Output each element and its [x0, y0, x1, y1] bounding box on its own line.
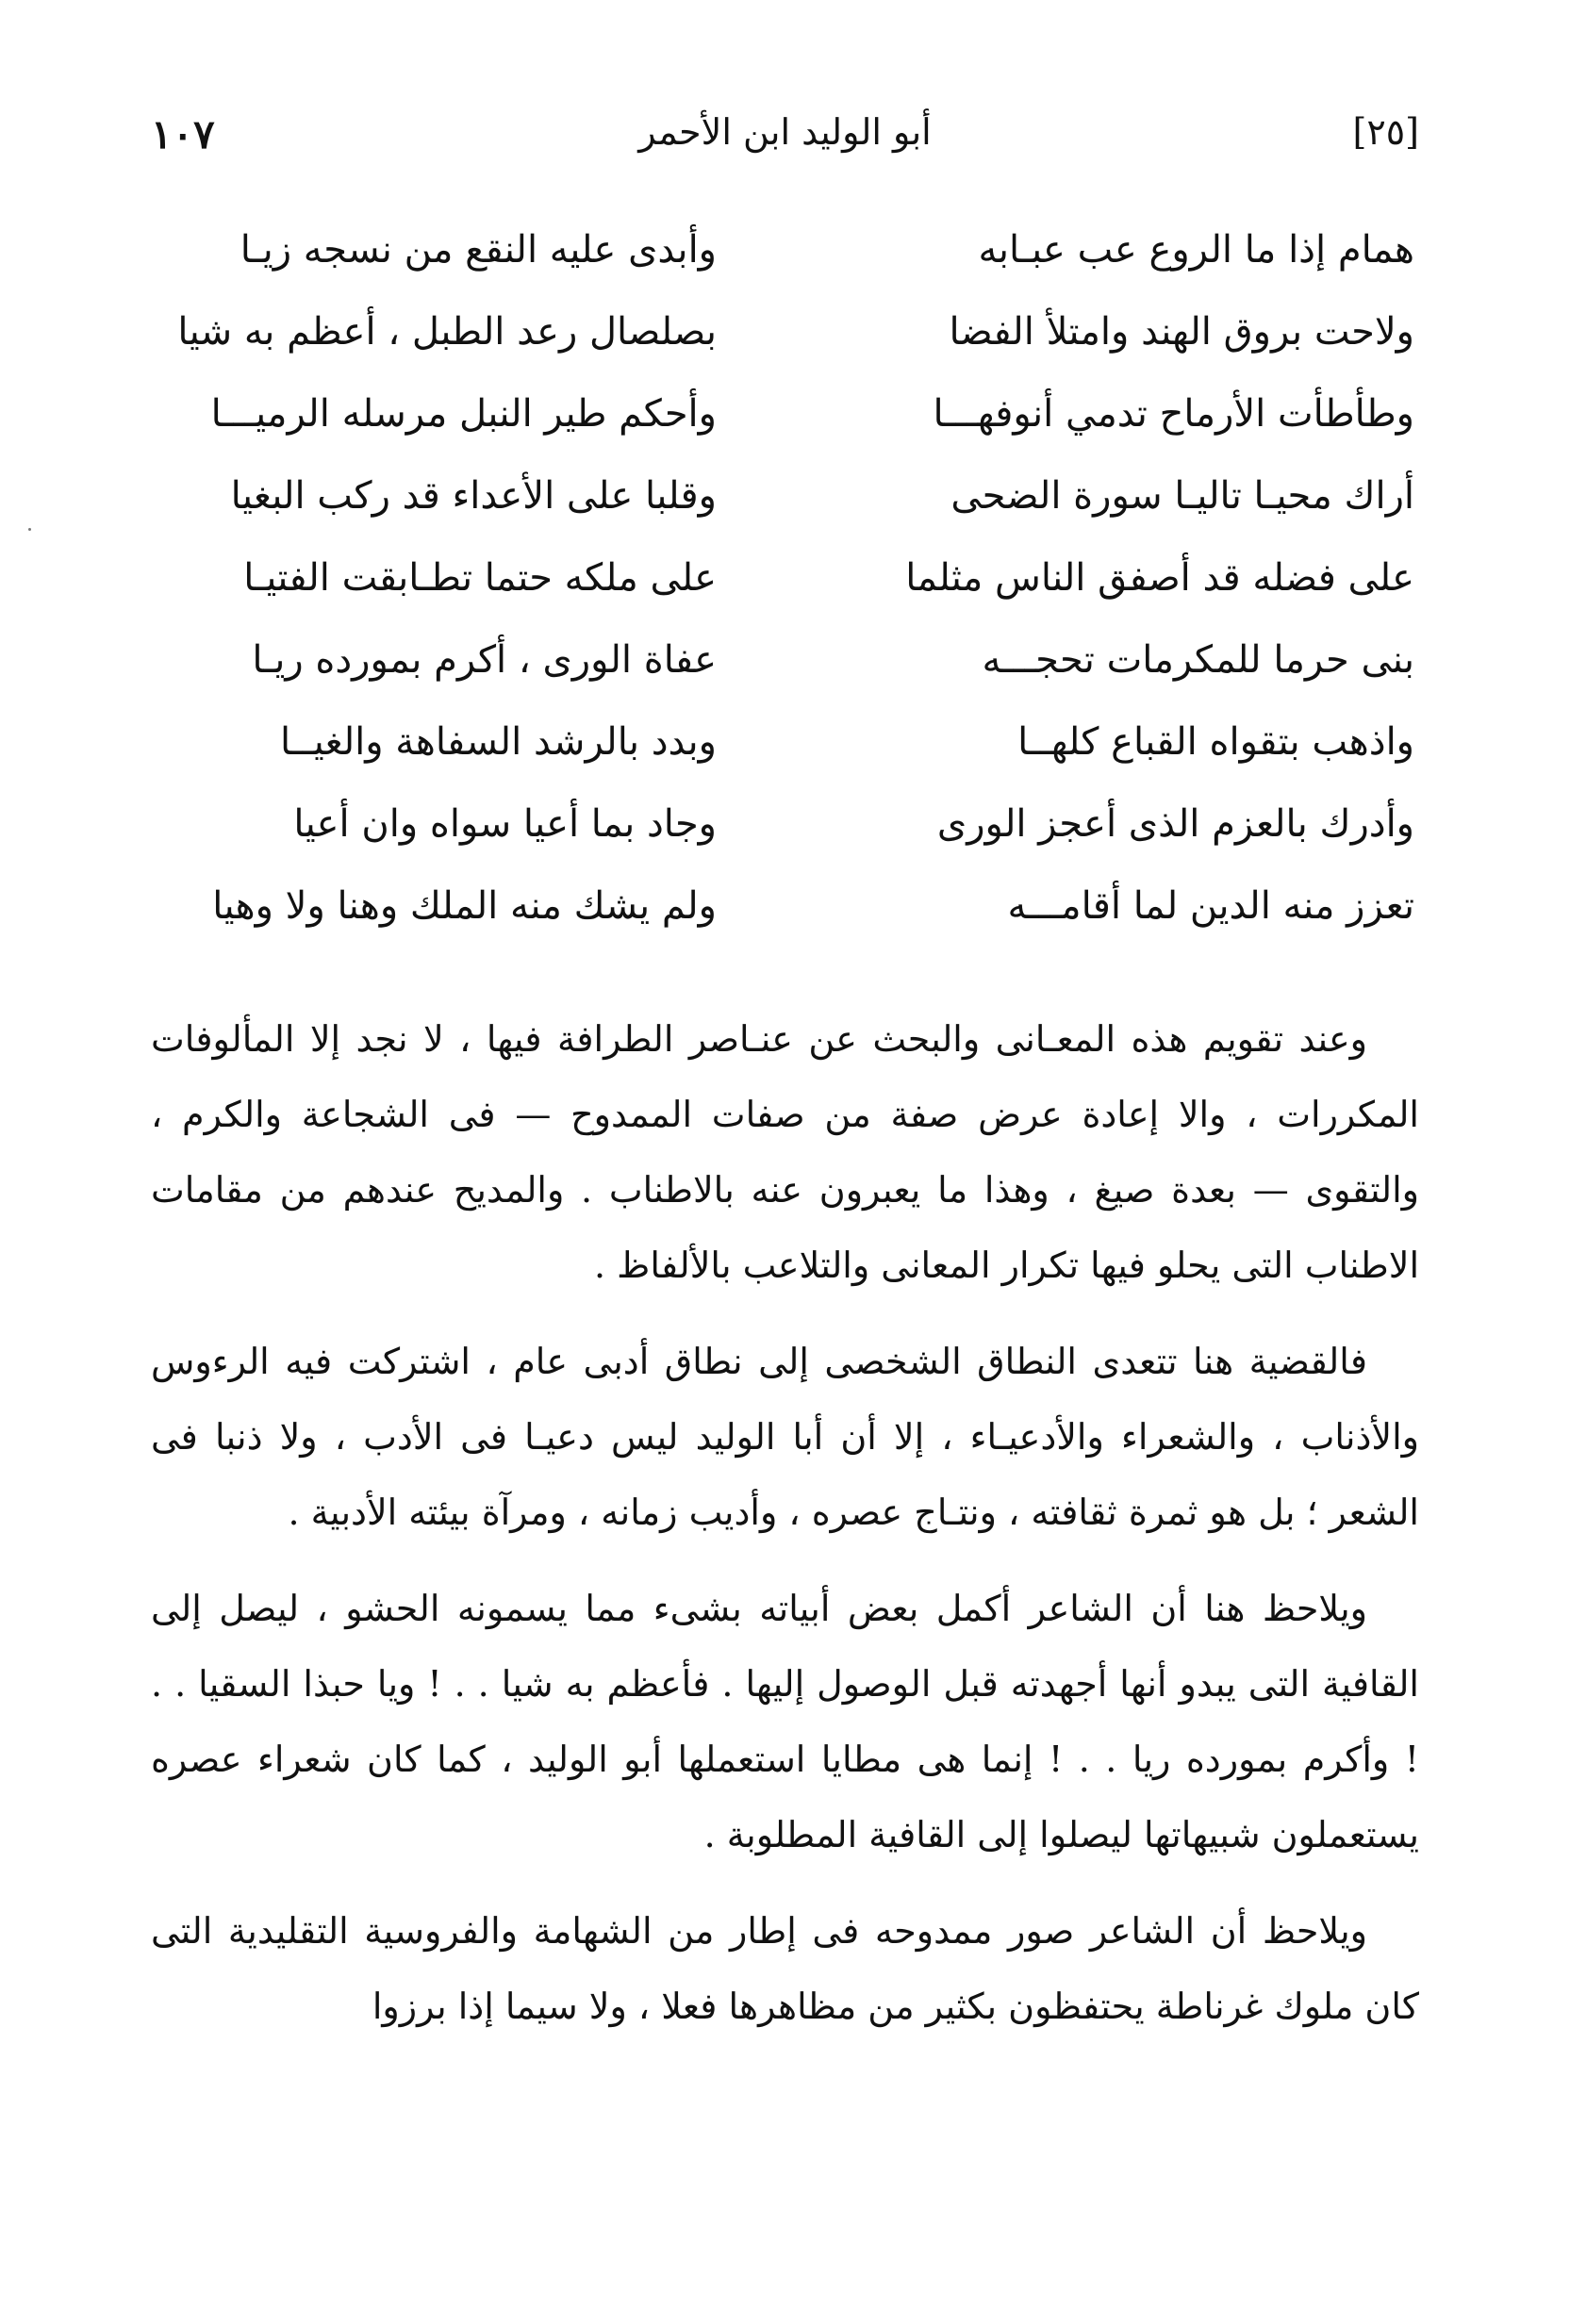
verse-first-hemistich: على فضله قد أصفق الناس مثلما — [905, 556, 1414, 600]
verse-first-hemistich: واذهب بتقواه القباع كلهــا — [1017, 720, 1414, 764]
poem-verse — [151, 783, 1414, 865]
margin-speck — [28, 528, 31, 531]
poem-verse — [151, 865, 1414, 948]
verse-second-hemistich: وأبدى عليه النقع من نسجه زيـا — [240, 228, 717, 272]
verse-second-hemistich: وقلبا على الأعداء قد ركب البغيا — [230, 474, 717, 518]
page-number: ١٠٧ — [151, 111, 215, 157]
running-title: أبو الوليد ابن الأحمر — [638, 111, 932, 153]
poem-verse — [151, 701, 1414, 783]
paragraph: فالقضية هنا تتعدى النطاق الشخصى إلى نطاق أدبى عام ، اشتركت فيه الرءوس والأذناب ، والشعراء والأدعيـاء ، إلا أن أبا الوليد ليس دعيـا فى الأدب ، ولا ذنبا فى الشعر ؛ بل هو ثمرة ثقافته ، ونتـاج عصره ، وأديب زمانه ، ومرآة بيئته الأدبية . — [151, 1341, 1419, 1533]
poem-verse — [151, 291, 1414, 373]
section-number: [٢٥] — [1352, 111, 1419, 153]
verse-second-hemistich: عفاة الورى ، أكرم بمورده ريـا — [252, 638, 717, 682]
verse-first-hemistich: ولاحت بروق الهند وامتلأ الفضا — [949, 310, 1414, 354]
verse-first-hemistich: بنى حرما للمكرمات تحجـــه — [982, 638, 1414, 682]
poem-verse — [151, 209, 1414, 291]
running-header — [151, 111, 1419, 177]
verse-second-hemistich: بصلصال رعد الطبل ، أعظم به شيا — [177, 310, 717, 354]
poem-verse — [151, 537, 1414, 619]
verse-first-hemistich: وأدرك بالعزم الذى أعجز الورى — [936, 802, 1414, 846]
paragraph: ويلاحظ هنا أن الشاعر أكمل بعض أبياته بشىء مما يسمونه الحشو ، ليصل إلى القافية التى يبدو أنها أجهدته قبل الوصول إليها . فأعظم به شيا . . ! ويا حبذا السقيا . . ! وأكرم بمورده ريا . . ! إنما هى مطايا استعملها أبو الوليد ، كما كان شعراء عصره يستعملون شبيهاتها ليصلوا إلى القافية المطلوبة . — [151, 1588, 1419, 1855]
paragraph: ويلاحظ أن الشاعر صور ممدوحه فى إطار من الشهامة والفروسية التقليدية التى كان ملوك غرناطة يحتفظون بكثير من مظاهرها فعلا ، ولا سيما إذا برزوا — [151, 1910, 1419, 2027]
poem-verse — [151, 619, 1414, 701]
verse-first-hemistich: أراك محيـا تاليـا سورة الضحى — [950, 474, 1414, 518]
prose-body — [151, 1001, 1419, 2065]
poem-verse — [151, 373, 1414, 455]
paragraph: وعند تقويم هذه المعـانى والبحث عن عنـاصر الطرافة فيها ، لا نجد إلا المألوفات المكررات ، والا إعادة عرض صفة من صفات الممدوح — فى الشجاعة والكرم ، والتقوى — بعدة صيغ ، وهذا ما يعبرون عنه بالاطناب . والمديح عندهم من مقامات الاطناب التى يحلو فيها تكرار المعانى والتلاعب بالألفاظ . — [151, 1018, 1419, 1286]
poem-block — [151, 209, 1414, 948]
verse-second-hemistich: وأحكم طير النبل مرسله الرميـــا — [210, 392, 717, 436]
verse-second-hemistich: وجاد بما أعيا سواه وان أعيا — [293, 802, 717, 846]
verse-first-hemistich: وطأطأت الأرماح تدمي أنوفهـــا — [933, 392, 1414, 436]
verse-second-hemistich: على ملكه حتما تطـابقت الفتيـا — [243, 556, 717, 600]
verse-second-hemistich: ولم يشك منه الملك وهنا ولا وهيا — [212, 884, 717, 928]
verse-second-hemistich: وبدد بالرشد السفاهة والغيــا — [279, 720, 717, 764]
verse-first-hemistich: تعزز منه الدين لما أقامـــه — [1007, 884, 1414, 928]
verse-first-hemistich: همام إذا ما الروع عب عبـابه — [978, 228, 1414, 272]
poem-verse — [151, 455, 1414, 537]
